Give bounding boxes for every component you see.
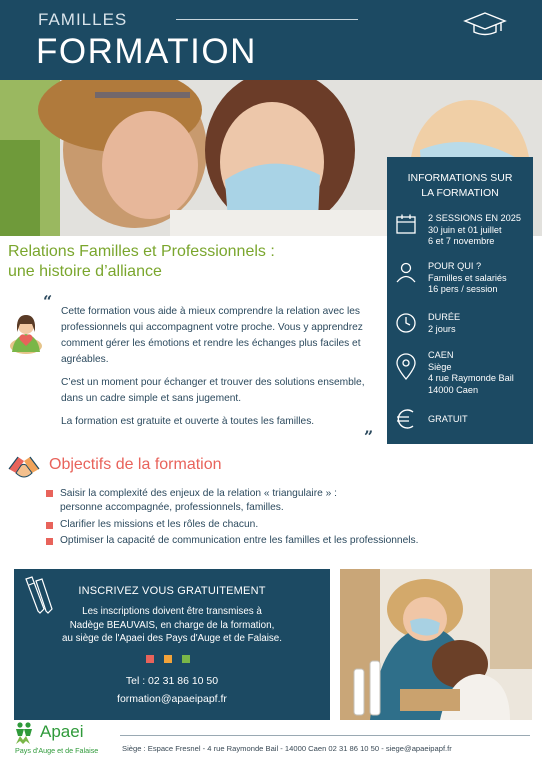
subtitle-line-2: une histoire d’alliance (8, 263, 162, 280)
intro-paragraph-3: La formation est gratuite et ouverte à toutes les familles. (61, 416, 315, 427)
objective-bullet-2 (46, 522, 53, 529)
location-pin-icon (395, 353, 417, 381)
info-panel-title (387, 171, 533, 201)
session-date-1: 30 juin et 01 juillet (428, 224, 502, 235)
audience-capacity: 16 pers / session (428, 284, 498, 294)
header-kicker: FAMILLES (38, 10, 128, 29)
registration-text (14, 605, 330, 646)
calendar-icon (395, 213, 417, 235)
dot-orange (164, 655, 172, 663)
objective-bullet-1 (46, 490, 53, 497)
registration-title: INSCRIVEZ VOUS GRATUITEMENT (78, 585, 266, 597)
price-value: GRATUIT (428, 414, 468, 424)
sessions-count: 2 SESSIONS EN 2025 (428, 213, 521, 223)
location-site: Siège (428, 361, 452, 372)
objective-1-line-2: personne accompagnée, professionnels, familles. (60, 502, 284, 513)
quote-open-mark: “ (43, 292, 53, 311)
duration-value: 2 jours (428, 323, 456, 334)
header-divider (176, 19, 358, 20)
objective-item-1 (60, 487, 490, 515)
duration-heading: DURÉE (428, 312, 461, 322)
intro-paragraph-2: C’est un moment pour échanger et trouver des solutions ensemble, dans un cadre simple et sans jugement. (61, 377, 365, 404)
objective-item-2: Clarifier les missions et les rôles de chacun. (60, 519, 259, 530)
registration-line-2: Nadège BEAUVAIS, en charge de la formation, (69, 619, 275, 631)
subtitle-line-1: Relations Familles et Professionnels : (8, 243, 275, 260)
page-title: FORMATION (36, 32, 257, 71)
footer-address: Siège : Espace Fresnel - 4 rue Raymonde Bail - 14000 Caen 02 31 86 10 50 - siege@apaeipapf.fr (122, 744, 452, 753)
info-location (428, 350, 532, 396)
handshake-icon (6, 451, 42, 483)
info-audience (428, 261, 532, 296)
info-title-line-1: INFORMATIONS SUR (407, 172, 513, 184)
session-date-2: 6 et 7 novembre (428, 236, 495, 246)
info-sessions (428, 213, 532, 248)
info-panel (387, 157, 533, 444)
heart-person-icon (6, 312, 46, 354)
graduation-cap-icon (463, 11, 507, 37)
logo-tagline: Pays d'Auge et de Falaise (15, 746, 99, 755)
person-icon (395, 261, 417, 283)
course-subtitle (8, 242, 380, 282)
footer-divider (120, 735, 530, 736)
location-street: 4 rue Raymonde Bail (428, 373, 514, 383)
registration-box (14, 569, 330, 720)
registration-phone[interactable]: Tel : 02 31 86 10 50 (125, 675, 219, 687)
audience-heading: POUR QUI ? (428, 261, 482, 271)
info-duration (428, 312, 532, 335)
location-postcode: 14000 Caen (428, 384, 479, 395)
quote-close-mark: ” (364, 427, 374, 446)
workshop-photo (340, 569, 532, 720)
logo-name: Apaei (40, 722, 84, 741)
clock-icon (395, 312, 417, 334)
intro-paragraph-1: Cette formation vous aide à mieux comprendre la relation avec les professionnels qui accompagnent votre proche. Vous y apprendrez comment gérer les émotions et rendre les échanges plus faciles et agréables. (61, 306, 363, 365)
info-price (428, 414, 532, 426)
objective-bullet-3 (46, 538, 53, 545)
registration-line-1: Les inscriptions doivent être transmises à (82, 606, 262, 617)
dot-red (146, 655, 154, 663)
audience-target: Familles et salariés (428, 272, 507, 283)
euro-icon (395, 408, 417, 430)
objectives-title: Objectifs de la formation (49, 456, 222, 473)
objective-1-line-1: Saisir la complexité des enjeux de la relation « triangulaire » : (60, 488, 337, 499)
registration-email[interactable]: formation@apaeipapf.fr (117, 693, 227, 705)
registration-line-3: au siège de l'Apaei des Pays d'Auge et de Falaise. (62, 633, 282, 644)
info-title-line-2: LA FORMATION (421, 187, 499, 199)
location-city: CAEN (428, 350, 454, 360)
objective-item-3: Optimiser la capacité de communication entre les familles et les professionnels. (60, 535, 419, 546)
dot-green (182, 655, 190, 663)
